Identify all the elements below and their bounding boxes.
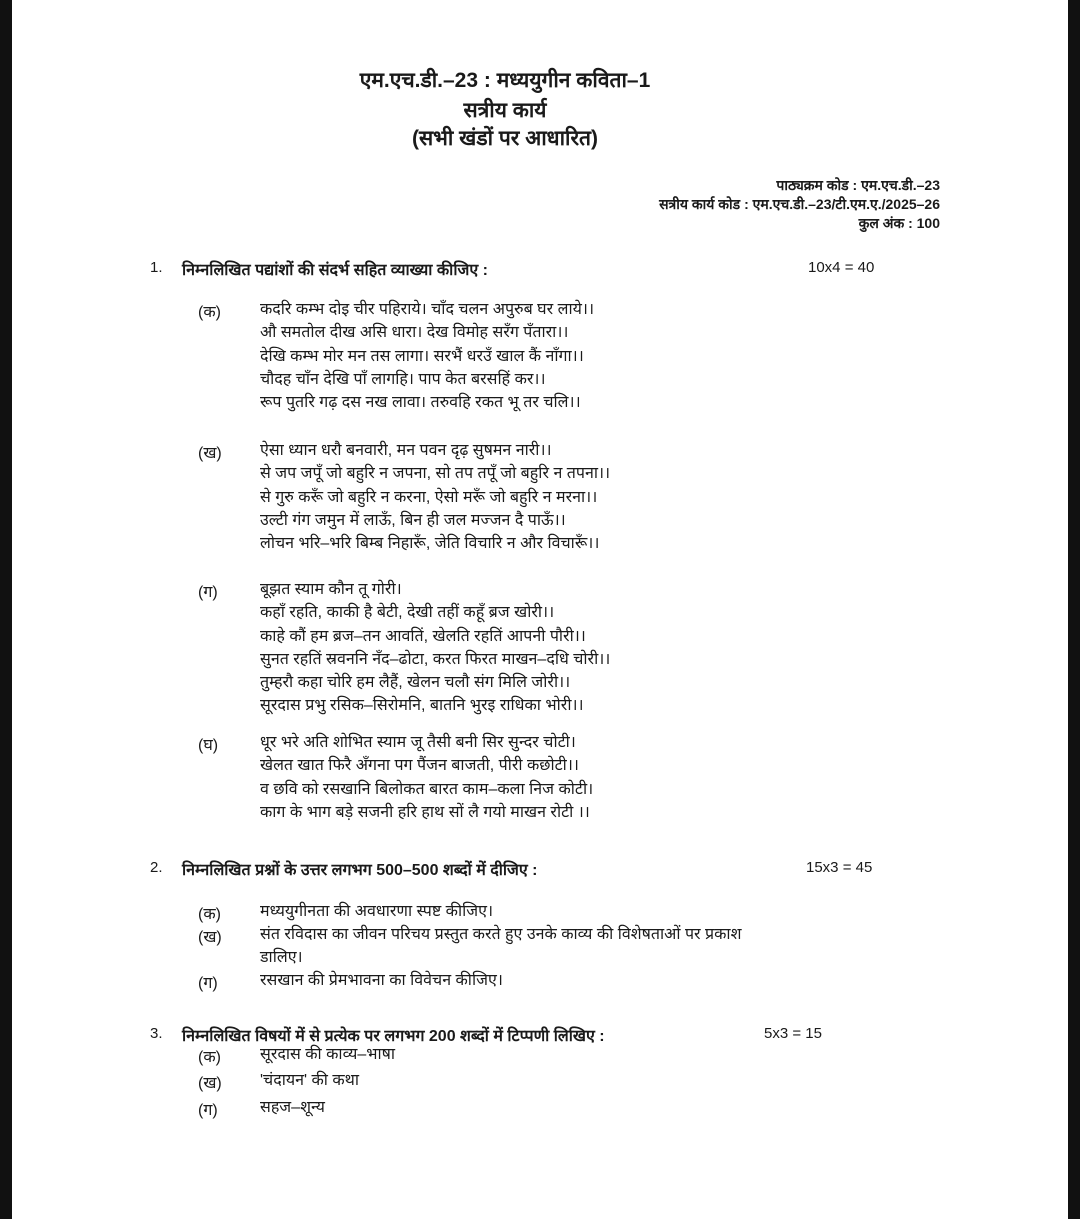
text-line: डालिए। (260, 949, 303, 966)
question-number: 3. (150, 1025, 163, 1042)
text-line: व छवि को रसखानि बिलोकत बारत काम–कला निज कोटी। (260, 780, 594, 798)
text-line: काग के भाग बड़े सजनी हरि हाथ सों लै गयो माखन रोटी ।। (260, 803, 590, 821)
item-label: (घ) (198, 737, 219, 754)
text-line: कहाँ रहति, काकी है बेटी, देखी तहीं कहूँ ब्रज खोरी।। (260, 604, 555, 622)
text-line: ऐसा ध्यान धरौ बनवारी, मन पवन दृढ़ सुषमन नारी।। (260, 442, 552, 459)
text-line: रूप पुतरि गढ़ दस नख लावा। तरुवहि रकत भू तर चलि।। (260, 394, 581, 412)
document-note: (सभी खंडों पर आधारित) (411, 127, 599, 150)
item-label: (ख) (198, 445, 222, 462)
text-line: सूरदास प्रभु रसिक–सिरोमनि, बातनि भुरइ राधिका भोरी।। (260, 697, 584, 715)
text-line: 'चंदायन' की कथा (260, 1072, 360, 1089)
text-line: तुम्हरौ कहा चोरि हम लैहैं, खेलन चलौ संग मिलि जोरी।। (260, 674, 571, 692)
question-text: निम्नलिखित प्रश्नों के उत्तर लगभग 500–500 शब्दों में दीजिए : (182, 862, 538, 879)
item-label: (ग) (198, 584, 218, 601)
question-text: निम्नलिखित पद्यांशों की संदर्भ सहित व्याख्या कीजिए : (182, 262, 488, 279)
text-line: धूर भरे अति शोभित स्याम जू तैसी बनी सिर सुन्दर चोटी। (260, 734, 576, 751)
item-text (260, 969, 503, 992)
item-text (260, 298, 594, 414)
item-label: (क) (198, 906, 221, 923)
text-line: कदरि कम्भ दोइ चीर पहिराये। चाँद चलन अपुरुब घर लाये।। (260, 301, 595, 318)
item-text (260, 900, 493, 923)
item-text (260, 1096, 325, 1119)
item-text (260, 578, 610, 718)
text-line: सुनत रहतिं स्रवननि नँद–ढोटा, करत फिरत माखन–दधि चोरी।। (260, 650, 611, 668)
text-line: खेलत खात फिरै अँगना पग पैंजन बाजती, पीरी कछोटी।। (260, 757, 579, 775)
item-text (260, 439, 610, 555)
document-title: एम.एच.डी.–23 : मध्ययुगीन कविता–1 (359, 69, 651, 92)
question-text: निम्नलिखित विषयों में से प्रत्येक पर लगभग 200 शब्दों में टिप्पणी लिखिए : (182, 1028, 605, 1045)
question-marks: 10x4 = 40 (808, 259, 875, 276)
left-border (0, 0, 12, 1219)
item-label: (ग) (198, 975, 218, 992)
text-line: सूरदास की काव्य–भाषा (260, 1046, 396, 1063)
assignment-code: सत्रीय कार्य कोड : एम.एच.डी.–23/टी.एम.ए./2025–26 (659, 196, 940, 212)
item-label: (ख) (198, 929, 222, 946)
item-label: (ग) (198, 1102, 218, 1119)
item-text (260, 1043, 395, 1066)
question-number: 1. (150, 259, 163, 276)
text-line: काहे कौं हम ब्रज–तन आवतिं, खेलति रहतिं आपनी पौरी।। (260, 627, 586, 645)
question-number: 2. (150, 859, 163, 876)
total-marks: कुल अंक : 100 (858, 215, 940, 231)
question-marks: 15x3 = 45 (806, 859, 873, 876)
question-marks: 5x3 = 15 (764, 1025, 822, 1042)
text-line: बूझत स्याम कौन तू गोरी। (260, 581, 402, 598)
text-line: सहज–शून्य (260, 1099, 325, 1116)
item-text (260, 923, 741, 969)
item-label: (क) (198, 1049, 221, 1066)
text-line: संत रविदास का जीवन परिचय प्रस्तुत करते हुए उनके काव्य की विशेषताओं पर प्रकाश (260, 926, 742, 943)
text-line: उल्टी गंग जमुन में लाऊँ, बिन ही जल मज्जन दै पाऊँ।। (260, 511, 566, 529)
text-line: देखि कम्भ मोर मन तस लागा। सरभैं धरउँ खाल कैं नाँगा।। (260, 347, 584, 365)
item-label: (ख) (198, 1075, 222, 1092)
text-line: चौदह चाँन देखि पाँ लागहि। पाप केत बरसहिं कर।। (260, 370, 546, 388)
text-line: औ समतोल दीख असि धारा। देख विमोह सरँग पँतारा।। (260, 324, 569, 342)
text-line: से जप जपूँ जो बहुरि न जपना, सो तप तपूँ जो बहुरि न तपना।। (260, 465, 611, 483)
text-line: से गुरु करूँ जो बहुरि न करना, ऐसो मरूँ जो बहुरि न मरना।। (260, 488, 598, 506)
item-text (260, 1069, 359, 1092)
text-line: रसखान की प्रेमभावना का विवेचन कीजिए। (260, 972, 503, 989)
text-line: लोचन भरि–भरि बिम्ब निहारूँ, जेति विचारि न और विचारूँ।। (260, 535, 600, 553)
item-label: (क) (198, 304, 221, 321)
course-code: पाठ्यक्रम कोड : एम.एच.डी.–23 (776, 177, 940, 193)
document-subtitle: सत्रीय कार्य (463, 99, 547, 122)
right-border (1068, 0, 1080, 1219)
item-text (260, 731, 593, 824)
text-line: मध्ययुगीनता की अवधारणा स्पष्ट कीजिए। (260, 903, 494, 920)
